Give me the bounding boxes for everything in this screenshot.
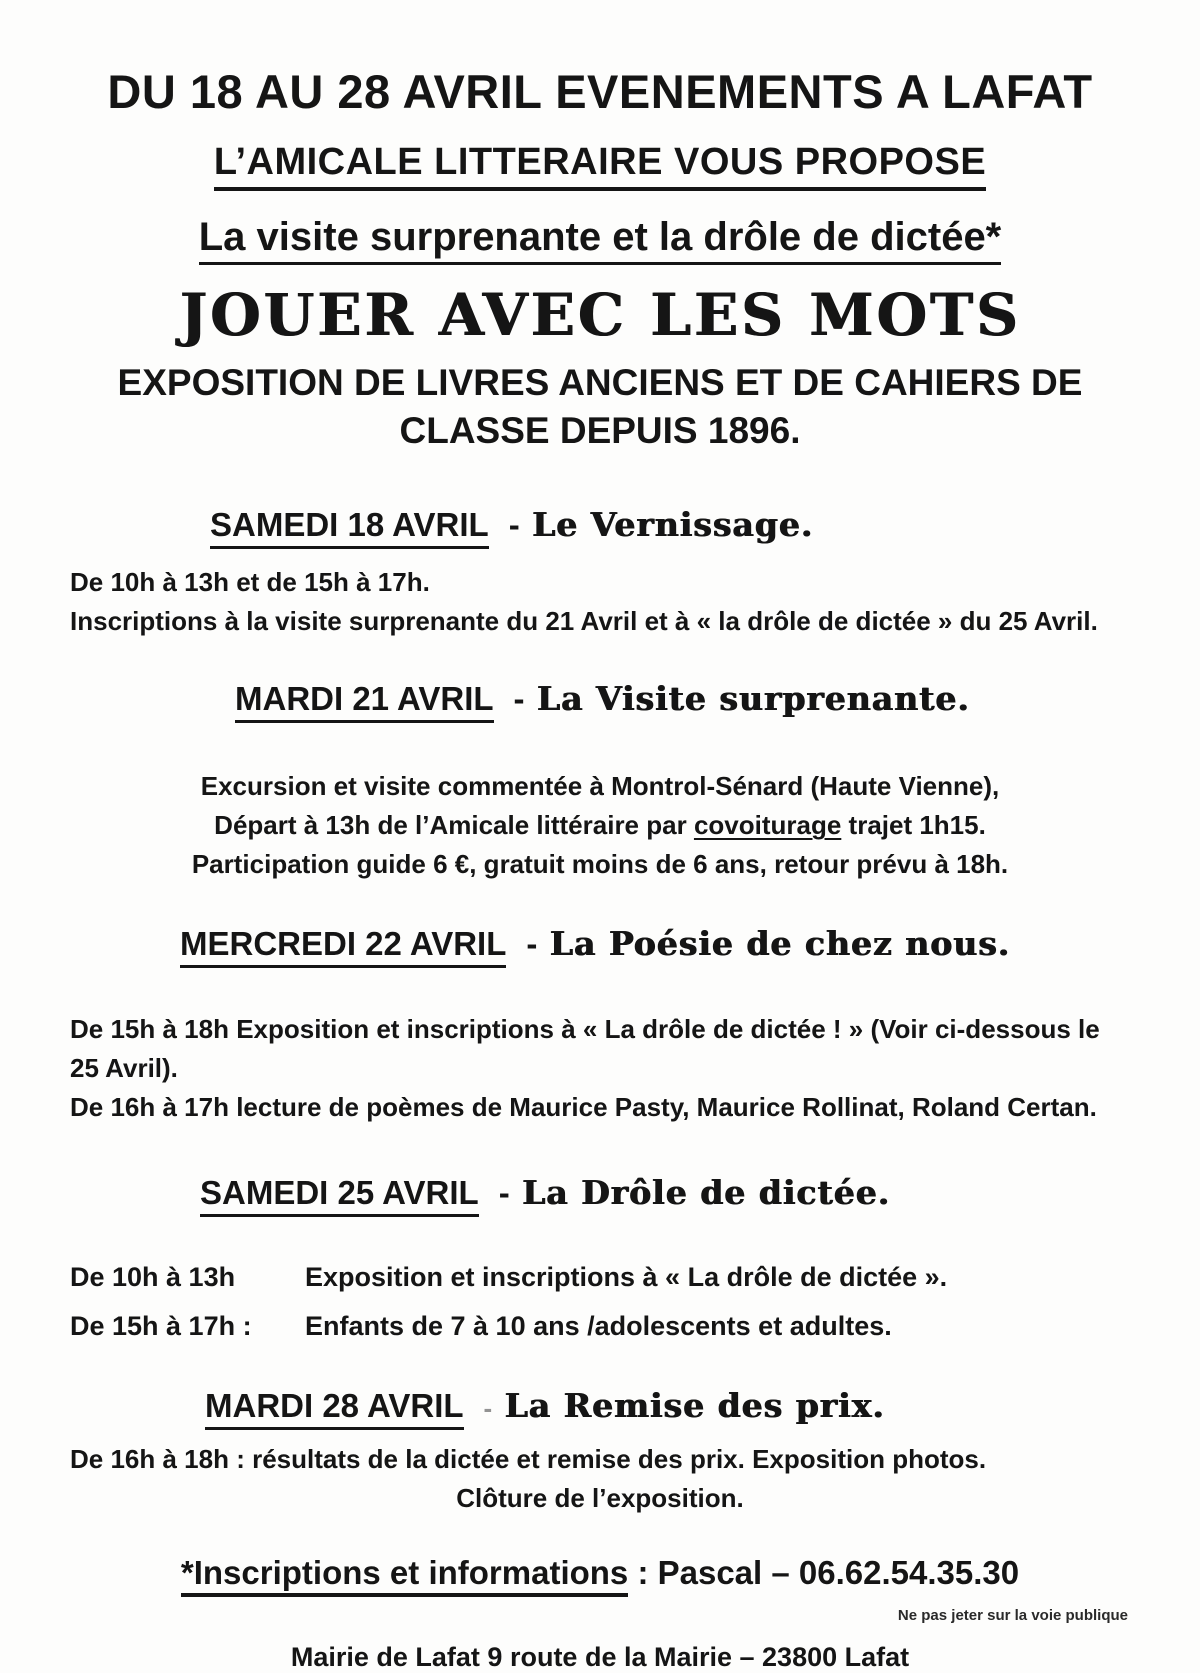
section-day-samedi-18: SAMEDI 18 AVRIL <box>210 506 489 549</box>
schedule-time: De 15h à 17h : <box>70 1310 252 1341</box>
carpool-underlined-word: covoiturage <box>693 810 842 841</box>
organizer-line-wrap <box>70 141 1130 191</box>
section-dash: - <box>513 680 525 718</box>
schedule-row <box>70 1257 1130 1298</box>
departure-line <box>70 806 1130 845</box>
exhibition-subtitle-line2: CLASSE DEPUIS 1896. <box>399 410 801 452</box>
schedule-text: Exposition et inscriptions à « La drôle de dictée ». <box>305 1262 948 1293</box>
schedule-time: De 10h à 13h <box>70 1262 236 1293</box>
schedule-row <box>70 1306 1130 1347</box>
section-header-mardi-21 <box>70 679 1130 723</box>
event-main-title: JOUER AVEC LES MOTS <box>179 281 1021 349</box>
section-body-mercredi-22 <box>70 1010 1130 1127</box>
tagline: La visite surprenante et la drôle de dictée* <box>199 215 1002 265</box>
section-body-mardi-21 <box>70 767 1130 884</box>
section-day-mardi-21: MARDI 21 AVRIL <box>235 680 494 723</box>
section-dash: - <box>483 1393 493 1424</box>
expo-inscription-line: De 15h à 18h Exposition et inscriptions à « La drôle de dictée ! » (Voir ci-dessous le 25 Avril). <box>70 1014 1100 1084</box>
departure-line-post: trajet 1h15. <box>841 810 986 841</box>
section-body-samedi-25 <box>70 1257 1130 1346</box>
tagline-wrap <box>70 215 1130 265</box>
organizer-line: L’AMICALE LITTERAIRE VOUS PROPOSE <box>214 141 986 191</box>
section-header-mercredi-22 <box>70 924 1130 968</box>
section-dash: - <box>498 1174 510 1212</box>
section-title-poesie: La Poésie de chez nous. <box>549 924 1010 964</box>
section-day-samedi-25: SAMEDI 25 AVRIL <box>200 1174 479 1217</box>
section-day-mercredi-22: MERCREDI 22 AVRIL <box>180 925 506 968</box>
contact-line <box>70 1554 1130 1592</box>
schedule-line: De 10h à 13h et de 15h à 17h. <box>70 567 430 598</box>
section-header-mardi-28 <box>70 1386 1130 1430</box>
section-dash: - <box>508 506 520 544</box>
departure-line-pre: Départ à 13h de l’Amicale littéraire par <box>214 810 694 841</box>
section-body-mardi-28 <box>70 1440 1130 1518</box>
contact-label: *Inscriptions et informations <box>181 1554 628 1597</box>
results-line: De 16h à 18h : résultats de la dictée et remise des prix. Exposition photos. <box>70 1444 987 1475</box>
exhibition-subtitle-line1: EXPOSITION DE LIVRES ANCIENS ET DE CAHIERS DE <box>117 362 1083 403</box>
section-dash: - <box>526 925 538 963</box>
section-title-visite-surprenante: La Visite surprenante. <box>536 679 970 719</box>
section-header-samedi-18 <box>70 505 1130 549</box>
closing-line: Clôture de l’exposition. <box>456 1483 744 1514</box>
exhibition-subtitle <box>70 359 1130 455</box>
section-day-mardi-28: MARDI 28 AVRIL <box>205 1387 464 1430</box>
registration-line: Inscriptions à la visite surprenante du 21 Avril et à « la drôle de dictée » du 25 Avril. <box>70 606 1098 637</box>
section-body-samedi-18 <box>70 563 1130 641</box>
section-title-remise-prix: La Remise des prix. <box>504 1386 885 1426</box>
section-header-samedi-25 <box>70 1173 1130 1217</box>
participation-line: Participation guide 6 €, gratuit moins de 6 ans, retour prévu à 18h. <box>191 849 1009 880</box>
poster-title: DU 18 AU 28 AVRIL EVENEMENTS A LAFAT <box>107 65 1093 118</box>
excursion-line: Excursion et visite commentée à Montrol-Sénard (Haute Vienne), <box>200 771 1000 802</box>
section-title-vernissage: Le Vernissage. <box>531 505 813 545</box>
schedule-text: Enfants de 7 à 10 ans /adolescents et adultes. <box>305 1310 892 1341</box>
section-title-drole-dictee: La Drôle de dictée. <box>521 1173 890 1213</box>
address-line: Mairie de Lafat 9 route de la Mairie – 23800 Lafat <box>290 1642 910 1673</box>
poetry-reading-line: De 16h à 17h lecture de poèmes de Maurice Pasty, Maurice Rollinat, Roland Certan. <box>70 1092 1097 1123</box>
disclaimer-note: Ne pas jeter sur la voie publique <box>897 1607 1128 1624</box>
contact-phone: : Pascal – 06.62.54.35.30 <box>628 1554 1020 1592</box>
